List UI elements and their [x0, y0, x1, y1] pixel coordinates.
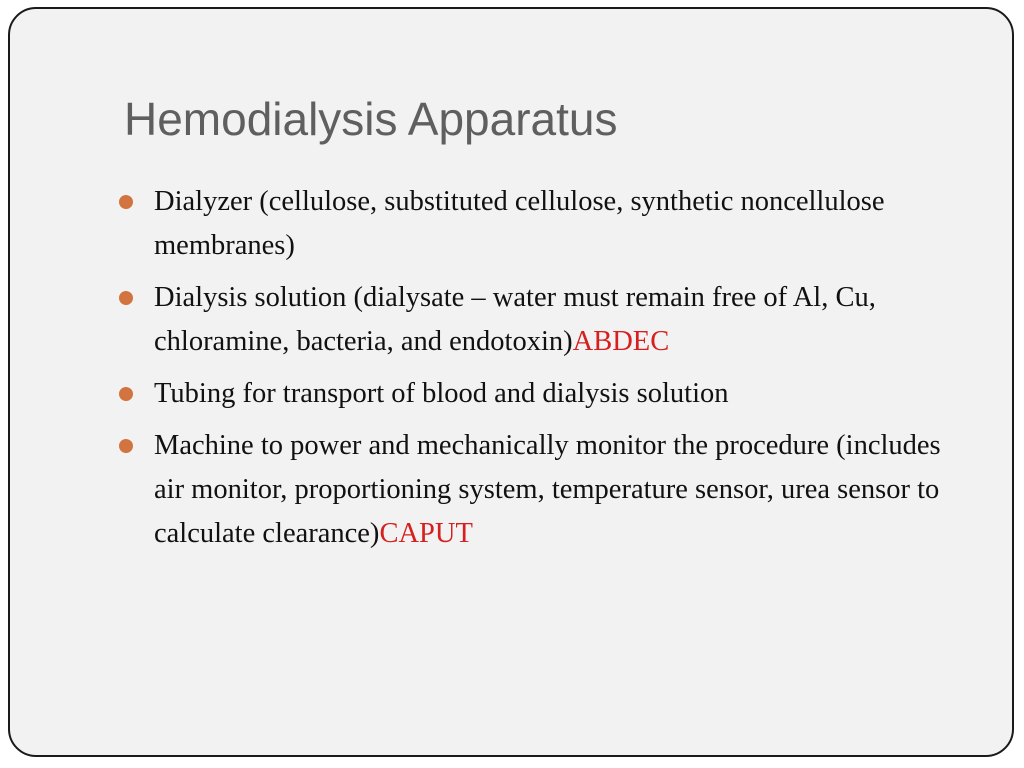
mnemonic-tag: ABDEC	[572, 326, 670, 357]
bullet-text: Tubing for transport of blood and dialysis solution	[154, 378, 729, 409]
bullet-list	[115, 180, 945, 564]
bullet-item-dialysis-solution	[115, 276, 945, 364]
bullet-dot-icon	[119, 439, 133, 453]
bullet-text: Machine to power and mechanically monitor the procedure (includes air monitor, proportioning system, temperature sensor, urea sensor to calculate clearance)	[154, 430, 941, 549]
mnemonic-tag: CAPUT	[379, 518, 473, 549]
bullet-dot-icon	[119, 387, 133, 401]
bullet-item-dialyzer	[115, 180, 945, 268]
bullet-dot-icon	[119, 291, 133, 305]
bullet-text: Dialyzer (cellulose, substituted cellulose, synthetic noncellulose membranes)	[154, 186, 885, 261]
slide-title: Hemodialysis Apparatus	[124, 93, 618, 145]
bullet-item-machine	[115, 424, 945, 556]
bullet-dot-icon	[119, 195, 133, 209]
bullet-text: Dialysis solution (dialysate – water must remain free of Al, Cu, chloramine, bacteria, and endotoxin)	[154, 282, 876, 357]
slide-frame	[8, 7, 1014, 757]
bullet-item-tubing	[115, 372, 945, 416]
